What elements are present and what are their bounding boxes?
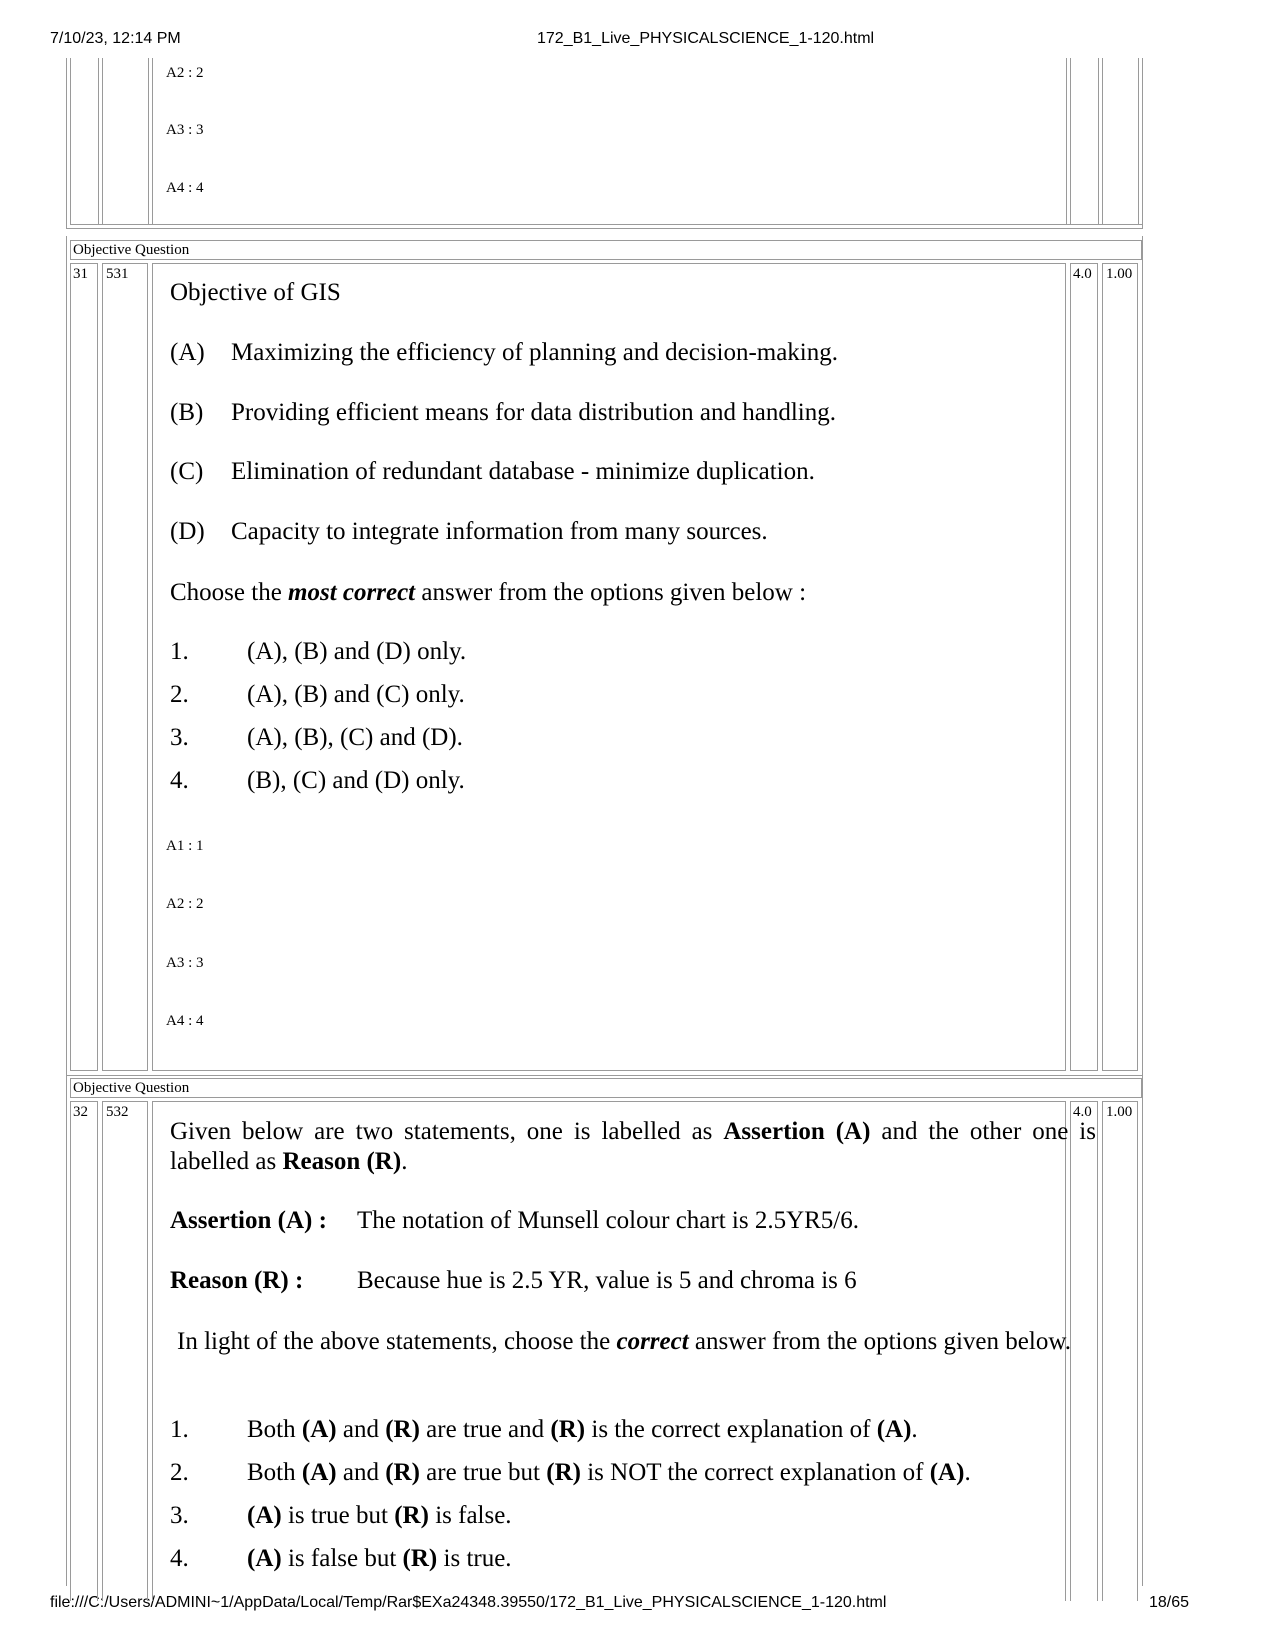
q31-choice-1-text: (A), (B) and (D) only. [247, 638, 467, 665]
q31-section-label: Objective Question [73, 242, 190, 258]
q32-marks: 4.0 [1073, 1104, 1092, 1120]
q31-instruction-post: answer from the options given below : [415, 579, 807, 606]
q32-light-emphasis: correct [616, 1328, 689, 1355]
q32-choice-3-text: (A) is true but (R) is false. [247, 1502, 512, 1529]
q32-light-post: answer from the options given below. [688, 1328, 1071, 1355]
q31-qid: 531 [106, 266, 129, 282]
q32-choice-4-text: (A) is false but (R) is true. [247, 1545, 512, 1572]
q31-option-a-letter: (A) [170, 339, 205, 366]
q32-qid-cell [102, 1101, 148, 1601]
q31-qid-cell [102, 263, 148, 1071]
prev-answer-3: A3 : 3 [166, 122, 204, 138]
q31-section-cell [70, 240, 1142, 260]
q32-intro-reason: Reason (R) [282, 1148, 402, 1175]
q31-answer-3: A3 : 3 [166, 955, 204, 971]
q32-choice-3-num: 3. [170, 1502, 189, 1529]
q31-option-a-text: Maximizing the efficiency of planning and decision-making. [231, 339, 839, 366]
q32-qid: 532 [106, 1104, 129, 1120]
q32-choice-2-text: Both (A) and (R) are true but (R) is NOT the correct explanation of (A). [247, 1459, 971, 1486]
q31-body-cell [152, 263, 1066, 1071]
q31-marks-cell [1070, 263, 1098, 1071]
print-file-url: file:///C:/Users/ADMINI~1/AppData/Local/Temp/Rar$EXa24348.39550/172_B1_Live_PHYSICALSCIENCE_1-120.html [50, 1594, 887, 1611]
q32-intro-assertion: Assertion (A) [723, 1118, 871, 1145]
q32-reason-text: Because hue is 2.5 YR, value is 5 and chroma is 6 [357, 1267, 857, 1294]
q31-option-b-letter: (B) [170, 399, 204, 426]
q31-neg: 1.00 [1106, 266, 1133, 282]
q32-intro-text-3: . [401, 1148, 408, 1175]
q31-marks: 4.0 [1073, 266, 1092, 282]
q31-instruction [170, 578, 806, 608]
q32-neg-cell [1102, 1101, 1138, 1601]
q31-instruction-pre: Choose the [170, 579, 289, 606]
q31-option-c-text: Elimination of redundant database - minimize duplication. [231, 458, 815, 485]
q31-answer-4: A4 : 4 [166, 1013, 204, 1029]
q31-choice-2-num: 2. [170, 681, 189, 708]
q32-assertion-text: The notation of Munsell colour chart is 2.5YR5/6. [357, 1207, 860, 1234]
q31-choice-3-num: 3. [170, 724, 189, 751]
prev-answer-2: A2 : 2 [166, 65, 204, 81]
q32-section-label: Objective Question [73, 1080, 190, 1096]
q31-option-d-text: Capacity to integrate information from many sources. [231, 518, 768, 545]
q32-choice-1-text: Both (A) and (R) are true and (R) is the correct explanation of (A). [247, 1416, 918, 1443]
q32-intro-text-2: and the other one is labelled as [170, 1118, 1096, 1175]
q32-reason-label: Reason (R) : [170, 1267, 304, 1294]
q31-title: Objective of GIS [170, 279, 341, 306]
q32-sno: 32 [73, 1104, 88, 1120]
q32-section-cell [70, 1078, 1142, 1098]
q32-light-pre: In light of the above statements, choose the [177, 1328, 617, 1355]
q32-choice-2-num: 2. [170, 1459, 189, 1486]
q32-intro-text-1: Given below are two statements, one is labelled as [170, 1118, 724, 1145]
q32-choice-1-num: 1. [170, 1416, 189, 1443]
q32-choice-4-num: 4. [170, 1545, 189, 1572]
q31-choice-2-text: (A), (B) and (C) only. [247, 681, 465, 708]
q31-choice-3-text: (A), (B), (C) and (D). [247, 724, 463, 751]
q31-answer-2: A2 : 2 [166, 896, 204, 912]
q32-light-instruction [170, 1327, 1096, 1357]
print-page-indicator: 18/65 [1149, 1594, 1190, 1611]
q31-choice-4-text: (B), (C) and (D) only. [247, 767, 465, 794]
print-datetime: 7/10/23, 12:14 PM [50, 30, 181, 47]
q32-sno-cell [70, 1101, 98, 1601]
q31-option-d-letter: (D) [170, 518, 205, 545]
q31-neg-cell [1102, 263, 1138, 1071]
q31-instruction-emphasis: most correct [288, 579, 416, 606]
q31-sno: 31 [73, 266, 88, 282]
q31-option-c-letter: (C) [170, 458, 204, 485]
q32-assertion-label: Assertion (A) : [170, 1207, 327, 1234]
q31-choice-1-num: 1. [170, 638, 189, 665]
q31-sno-cell [70, 263, 98, 1071]
q31-option-b-text: Providing efficient means for data distribution and handling. [231, 399, 836, 426]
print-doc-title: 172_B1_Live_PHYSICALSCIENCE_1-120.html [537, 30, 875, 47]
q32-intro [170, 1117, 1096, 1177]
q32-neg: 1.00 [1106, 1104, 1133, 1120]
q31-answer-1: A1 : 1 [166, 838, 204, 854]
q31-choice-4-num: 4. [170, 767, 189, 794]
prev-answer-4: A4 : 4 [166, 180, 204, 196]
